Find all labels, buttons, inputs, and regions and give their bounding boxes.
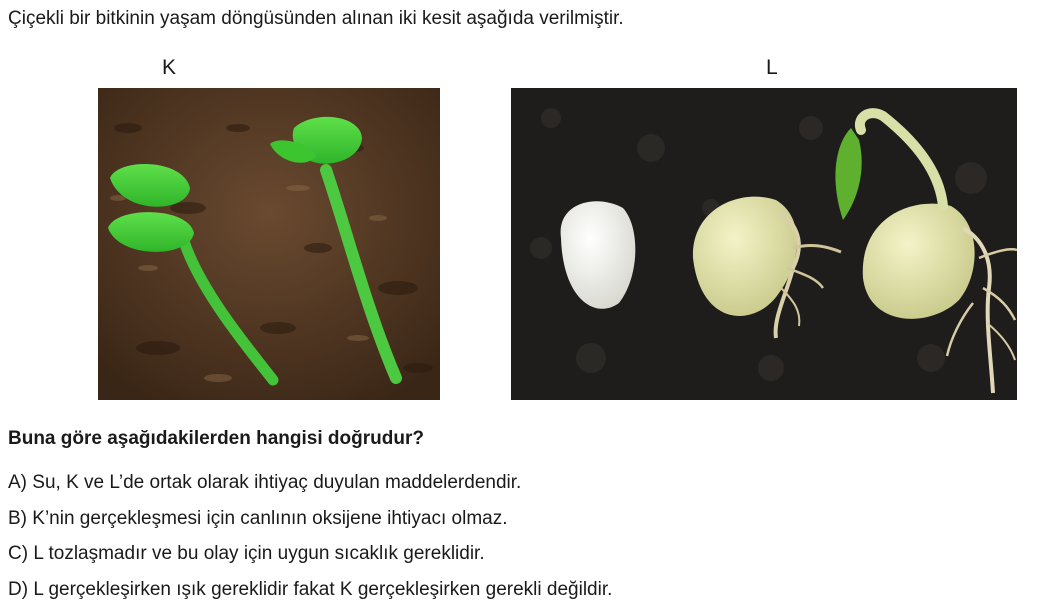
option-b[interactable]: B) K’nin gerçekleşmesi için canlının oksijene ihtiyacı olmaz. <box>8 508 508 529</box>
option-d[interactable]: D) L gerçekleşirken ışık gereklidir fakat K gerçekleşirken gerekli değildir. <box>8 579 613 600</box>
figure-l-germinating-beans-image <box>511 88 1017 400</box>
figure-k-seedlings-image <box>98 88 440 400</box>
figure-k-label: K <box>162 56 177 79</box>
question-text: Buna göre aşağıdakilerden hangisi doğrudur? <box>8 428 424 449</box>
intro-text: Çiçekli bir bitkinin yaşam döngüsünden alınan iki kesit aşağıda verilmiştir. <box>8 8 624 29</box>
option-c[interactable]: C) L tozlaşmadır ve bu olay için uygun sıcaklık gereklidir. <box>8 543 485 564</box>
option-a[interactable]: A) Su, K ve L’de ortak olarak ihtiyaç duyulan maddelerdendir. <box>8 472 522 493</box>
figure-l-label: L <box>766 56 778 79</box>
